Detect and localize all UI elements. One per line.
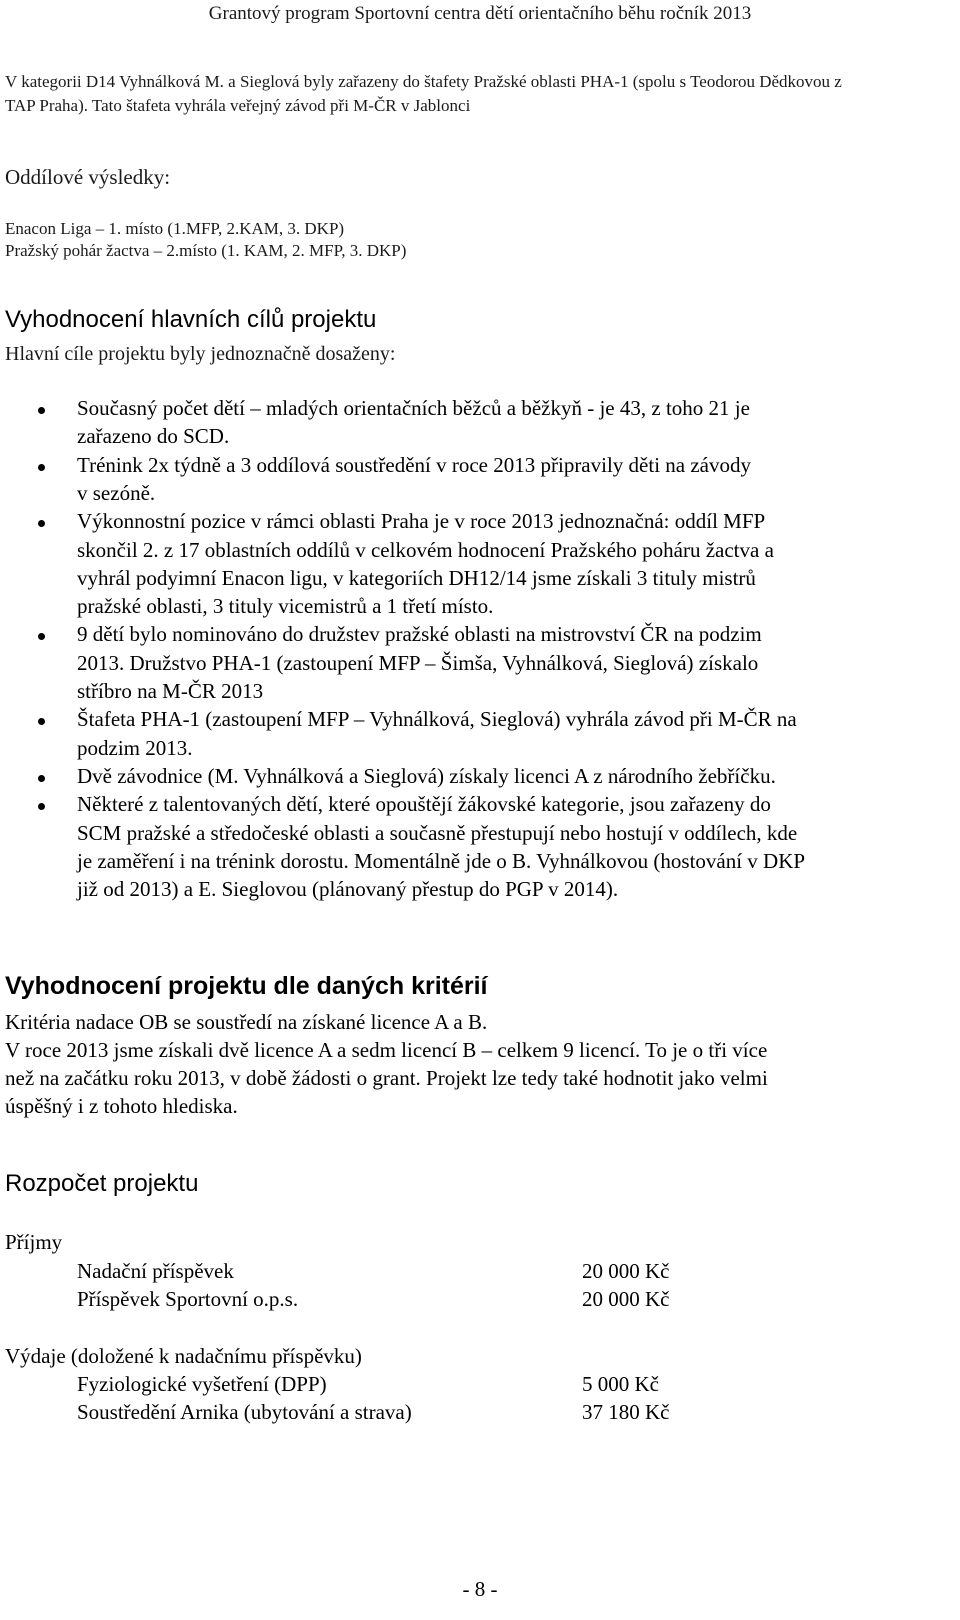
running-header: Grantový program Sportovní centra dětí orientačního běhu ročník 2013 <box>208 3 752 24</box>
criteria-line-4: úspěšný i z tohoto hlediska. <box>5 1094 238 1118</box>
club-results-line-1: Enacon Liga – 1. místo (1.MFP, 2.KAM, 3. DKP) <box>5 219 345 238</box>
bullet-dot <box>38 407 45 414</box>
club-results-line-2: Pražský pohár žactva – 2.místo (1. KAM, 2. MFP, 3. DKP) <box>5 241 407 260</box>
bullet-line: Výkonnostní pozice v rámci oblasti Praha je v roce 2013 jednoznačná: oddíl MFP <box>77 509 766 534</box>
bullet-line: SCM pražské a středočeské oblasti a současně přestupují nebo hostují v oddílech, kde <box>77 820 798 845</box>
bullet-line: již od 2013) a E. Sieglovou (plánovaný přestup do PGP v 2014). <box>77 877 619 902</box>
bullet-line: 9 dětí bylo nominováno do družstev pražské oblasti na mistrovství ČR na podzim <box>77 622 762 647</box>
bullet-line: Některé z talentovaných dětí, které opouštějí žákovské kategorie, jsou zařazeny do <box>77 792 771 817</box>
bullet-line: pražské oblasti, 3 tituly vicemistrů a 1 třetí místo. <box>77 594 494 619</box>
income-amount: 20 000 Kč <box>582 1259 670 1283</box>
bullet-line: v sezóně. <box>77 480 156 505</box>
income-item: Nadační příspěvek <box>77 1259 234 1283</box>
bullet-line: Dvě závodnice (M. Vyhnálková a Sieglová) získaly licenci A z národního žebříčku. <box>77 763 776 788</box>
bullet-dot <box>38 718 45 725</box>
bullet-dot <box>38 464 45 471</box>
budget-heading: Rozpočet projektu <box>5 1170 199 1197</box>
expense-label: Výdaje (doložené k nadačnímu příspěvku) <box>5 1344 362 1368</box>
income-label: Příjmy <box>5 1230 63 1254</box>
relay-note-line-1: V kategorii D14 Vyhnálková M. a Sieglová byly zařazeny do štafety Pražské oblasti PHA-1 (spolu s Teodorou Dědkovou z <box>5 72 842 91</box>
income-amount: 20 000 Kč <box>582 1287 670 1311</box>
relay-note-line-2: TAP Praha). Tato štafeta vyhrála veřejný závod při M-ČR v Jablonci <box>5 96 471 115</box>
club-results-heading: Oddílové výsledky: <box>5 165 171 189</box>
bullet-line: je zaměření i na trénink dorostu. Momentálně jde o B. Vyhnálkovou (hostování v DKP <box>77 848 806 873</box>
expense-item: Fyziologické vyšetření (DPP) <box>77 1372 327 1396</box>
criteria-line-3: než na začátku roku 2013, v době žádosti o grant. Projekt lze tedy také hodnotit jako velmi <box>5 1066 768 1090</box>
expense-item: Soustředění Arnika (ubytování a strava) <box>77 1400 412 1424</box>
page-number: - 8 - <box>462 1577 498 1601</box>
bullet-line: stříbro na M-ČR 2013 <box>77 679 264 703</box>
expense-amount: 37 180 Kč <box>582 1400 670 1424</box>
bullet-dot <box>38 520 45 527</box>
expense-amount: 5 000 Kč <box>582 1372 659 1396</box>
criteria-line-2: V roce 2013 jsme získali dvě licence A a sedm licencí B – celkem 9 licencí. To je o tři více <box>5 1038 768 1062</box>
criteria-heading: Vyhodnocení projektu dle daných kritérií <box>5 972 488 1000</box>
goals-heading: Vyhodnocení hlavních cílů projektu <box>5 306 377 333</box>
bullet-dot <box>38 775 45 782</box>
bullet-line: Současný počet dětí – mladých orientačních běžců a běžkyň - je 43, z toho 21 je <box>77 396 750 420</box>
bullet-dot <box>38 633 45 640</box>
bullet-dot <box>38 803 45 810</box>
bullet-line: skončil 2. z 17 oblastních oddílů v celkovém hodnocení Pražského poháru žactva a <box>77 537 774 562</box>
bullet-line: podzim 2013. <box>77 735 193 760</box>
bullet-line: Trénink 2x týdně a 3 oddílová soustředění v roce 2013 připravily děti na závody <box>77 452 751 477</box>
bullet-line: Štafeta PHA-1 (zastoupení MFP – Vyhnálková, Sieglová) vyhrála závod při M-ČR na <box>77 707 797 732</box>
bullet-line: zařazeno do SCD. <box>77 424 230 449</box>
income-item: Příspěvek Sportovní o.p.s. <box>77 1287 299 1311</box>
goals-intro: Hlavní cíle projektu byly jednoznačně dosaženy: <box>5 343 396 365</box>
bullet-line: 2013. Družstvo PHA-1 (zastoupení MFP – Šimša, Vyhnálková, Sieglová) získalo <box>77 650 759 675</box>
bullet-line: vyhrál podyimní Enacon ligu, v kategoriích DH12/14 jsme získali 3 tituly mistrů <box>77 565 756 590</box>
criteria-line-1: Kritéria nadace OB se soustředí na získané licence A a B. <box>5 1010 488 1034</box>
